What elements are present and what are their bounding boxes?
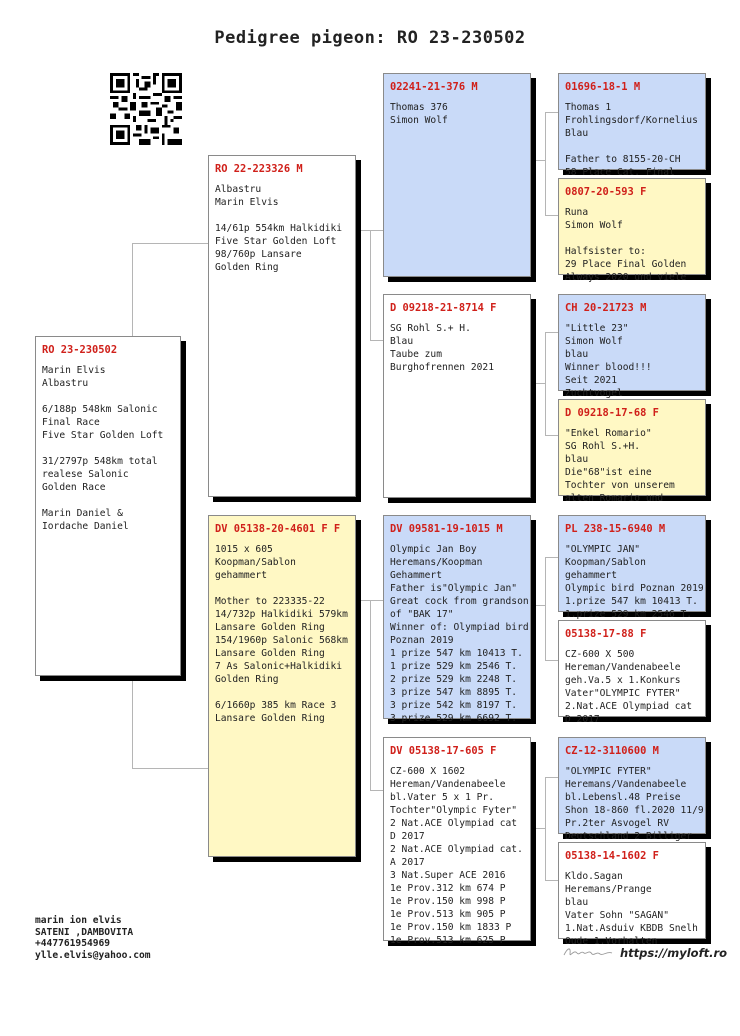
pedigree-line: Marin Elvis <box>42 365 106 376</box>
pedigree-line <box>565 140 699 153</box>
pedigree-line: "Little 23" <box>565 323 629 334</box>
pedigree-line: blau <box>565 454 589 465</box>
connector-line <box>545 215 559 216</box>
pedigree-line: 2 Nat.ACE Olympiad cat <box>390 818 518 829</box>
connector-line <box>545 332 559 333</box>
pedigree-line: 154/1960p Salonic 568km <box>215 635 348 646</box>
pedigree-line: Vater"OLYMPIC FYTER" <box>565 688 681 699</box>
pedigree-line: Oude 1.Vorhalten <box>565 936 658 947</box>
pedigree-line: 1e Prov.312 km 674 P <box>390 883 506 894</box>
pedigree-line: 14/61p 554km Halkidiki <box>215 223 343 234</box>
pedigree-line: 3 Nat.Super ACE 2016 <box>390 870 506 881</box>
pedigree-line: 3 prize 542 km 8197 T. <box>390 700 518 711</box>
pedigree-line: 1.prize 547 km 10413 T. <box>565 596 698 607</box>
pedigree-line: Golden Ring <box>215 262 279 273</box>
owner-location: SATENI ,DAMBOVITA <box>35 926 134 938</box>
pedigree-line: 2 Nat.ACE Olympiad cat. <box>390 844 523 855</box>
pedigree-line: 1e Prov.513 km 905 P <box>390 909 506 920</box>
connector-line <box>545 557 559 558</box>
pedigree-line: Taube zum <box>390 349 442 360</box>
ring-number: RO 23-230502 <box>42 344 118 356</box>
pedigree-line: 1 prize 547 km 10413 T. <box>390 648 523 659</box>
pedigree-line: Seit 2021 <box>565 375 617 386</box>
pedigree-line: "OLYMPIC JAN" <box>565 544 641 555</box>
pedigree-line: Mother to 223335-22 <box>215 596 325 607</box>
pedigree-line: CZ-600 X 500 <box>565 649 635 660</box>
connector-line <box>356 230 384 231</box>
pedigree-line: Lansare Golden Ring <box>215 713 325 724</box>
connector-line <box>370 600 371 790</box>
pedigree-line: 1e Prov.150 km 1833 P <box>390 922 512 933</box>
pedigree-line: CZ-600 X 1602 <box>390 766 466 777</box>
ring-number: PL 238-15-6940 M <box>565 523 666 535</box>
connector-line <box>545 880 559 881</box>
pedigree-line: Halfsister to: <box>565 246 646 257</box>
owner-phone: +447761954969 <box>35 938 111 949</box>
connector-line <box>370 790 384 791</box>
pedigree-line: 6/1660p 385 km Race 3 <box>215 700 337 711</box>
pedigree-line: Shon 18-860 fl.2020 11/9 <box>565 805 704 816</box>
pedigree-line <box>42 390 174 403</box>
pedigree-line: Father to 8155-20-CH <box>565 154 681 165</box>
pedigree-line: Golden Race <box>42 482 106 493</box>
pedigree-line: Final Race <box>42 417 100 428</box>
pedigree-line: 7 As Salonic+Halkidiki <box>215 661 343 672</box>
pedigree-line <box>42 494 174 507</box>
pedigree-line: blau <box>565 349 589 360</box>
pedigree-line: bl.Vater 5 x 1 Pr. <box>390 792 494 803</box>
pedigree-line: 31/2797p 548km total <box>42 456 158 467</box>
pedigree-line: SG Rohl S.+ H. <box>390 323 471 334</box>
pedigree-line: D 2017 <box>390 831 425 842</box>
pedigree-line: Vater Sohn "SAGAN" <box>565 910 669 921</box>
pedigree-line: Thomas 376 <box>390 102 448 113</box>
pedigree-line: Gehammert <box>390 570 442 581</box>
pedigree-line: 1e Prov.150 km 998 P <box>390 896 506 907</box>
card-sire-sire <box>383 73 531 277</box>
pedigree-line: blau <box>565 897 589 908</box>
ring-number: 05138-17-88 F <box>565 628 647 640</box>
card-dsd <box>558 620 706 725</box>
pedigree-line: Golden Ring <box>215 674 279 685</box>
card-dam <box>208 515 356 857</box>
card-dds <box>558 737 706 842</box>
pedigree-line: 1015 x 605 <box>215 544 273 555</box>
pedigree-line: Die"68"ist eine <box>565 467 652 478</box>
pedigree-line: Blau <box>390 336 414 347</box>
ring-number: DV 05138-17-605 F <box>390 745 497 757</box>
pedigree-line: A 2017 <box>390 857 425 868</box>
pedigree-line: Pr.2ter Asvogel RV <box>565 818 669 829</box>
connector-line <box>545 112 559 113</box>
page-title: Pedigree pigeon: RO 23-230502 <box>214 28 526 48</box>
pedigree-line: 1.prize 529 km 2546 T. <box>565 609 693 620</box>
ring-number: 01696-18-1 M <box>565 81 641 93</box>
connector-line <box>531 383 545 384</box>
pedigree-line: 3 prize 547 km 8895 T. <box>390 687 518 698</box>
pedigree-line <box>215 209 349 222</box>
card-sds <box>558 294 706 399</box>
pedigree-line: Kldo.Sagan <box>565 871 623 882</box>
pedigree-line: "Enkel Romario" <box>565 428 652 439</box>
pedigree-line: Blau <box>565 128 589 139</box>
pedigree-line: 3 prize 529 km 6692 T. <box>390 713 518 724</box>
ring-number: 02241-21-376 M <box>390 81 478 93</box>
pedigree-line: Lansare Golden Ring <box>215 648 325 659</box>
connector-line <box>531 605 545 606</box>
pedigree-line: Frohlingsdorf/Kornelius <box>565 115 698 126</box>
card-subject <box>35 336 181 676</box>
pedigree-line: Koopman/Sablon <box>215 557 296 568</box>
connector-line <box>545 332 546 435</box>
pedigree-line: Lansare Golden Ring <box>215 622 325 633</box>
pedigree-line: 98/760p Lansare <box>215 249 302 260</box>
pedigree-line: Olympic Jan Boy <box>390 544 477 555</box>
owner-name: marin ion elvis <box>35 915 122 926</box>
pedigree-line: 58 Place Cat. Final <box>565 167 675 178</box>
pedigree-line <box>42 442 174 455</box>
connector-line <box>531 160 545 161</box>
pedigree-line: 14/732p Halkidiki 579km <box>215 609 348 620</box>
signature-icon <box>562 945 614 959</box>
pedigree-line: Simon Wolf <box>565 220 623 231</box>
pedigree-line: Albastru <box>215 184 262 195</box>
pedigree-line: gehammert <box>215 570 267 581</box>
pedigree-line: 1.Nat.Asduiv KBDB Snelh <box>565 923 698 934</box>
pedigree-line: 2 prize 529 km 2248 T. <box>390 674 518 685</box>
pedigree-line: "OLYMPIC FYTER" <box>565 766 652 777</box>
card-ssd <box>558 178 706 283</box>
pedigree-line: realese Salonic <box>42 469 129 480</box>
qr-code-icon <box>110 73 182 145</box>
pedigree-line: Tochter von unserem <box>565 480 675 491</box>
pedigree-line: Poznan 2019 <box>390 635 454 646</box>
pedigree-line: geh.Va.5 x 1.Konkurs <box>565 675 681 686</box>
ring-number: DV 09581-19-1015 M <box>390 523 503 535</box>
ring-number: D 09218-21-8714 F <box>390 302 497 314</box>
pedigree-line: Burghofrennen 2021 <box>390 362 494 373</box>
ring-number: DV 05138-20-4601 F F <box>215 523 341 535</box>
pedigree-line: of "BAK 17" <box>390 609 454 620</box>
pedigree-line: 6/188p 548km Salonic <box>42 404 158 415</box>
card-dss <box>558 515 706 620</box>
ring-number: RO 22-223326 M <box>215 163 303 175</box>
pedigree-line: 29 Place Final Golden <box>565 259 687 270</box>
connector-line <box>545 557 546 660</box>
ring-number: CH 20-21723 M <box>565 302 647 314</box>
pedigree-line: 1e Prov.513 km 625 P <box>390 935 506 946</box>
pedigree-line: D 2017 <box>565 714 600 725</box>
pedigree-line: SG Rohl S.+H. <box>565 441 641 452</box>
connector-line <box>531 828 545 829</box>
connector-line <box>370 340 384 341</box>
pedigree-line: Father is"Olympic Jan" <box>390 583 518 594</box>
pedigree-line: Marin Daniel & <box>42 508 123 519</box>
connector-line <box>132 768 209 769</box>
pedigree-line: Always 2020 und viele <box>565 272 687 283</box>
connector-line <box>370 230 371 340</box>
ring-number: CZ-12-3110600 M <box>565 745 659 757</box>
pedigree-line: Great cock from grandson <box>390 596 529 607</box>
connector-line <box>545 777 546 880</box>
pedigree-line: Deutschland 2 Billiger <box>565 831 693 842</box>
pedigree-line: Runa <box>565 207 589 218</box>
pedigree-line: Heremans/Vandenabeele <box>565 779 687 790</box>
ring-number: 0807-20-593 F <box>565 186 647 198</box>
connector-line <box>545 660 559 661</box>
pedigree-line: Thomas 1 <box>565 102 612 113</box>
pedigree-line: Winner blood!!! <box>565 362 652 373</box>
ring-number: 05138-14-1602 F <box>565 850 659 862</box>
card-sss <box>558 73 706 178</box>
pedigree-line <box>215 686 349 699</box>
pedigree-line: Five Star Golden Loft <box>42 430 164 441</box>
pedigree-line: Koopman/Sablon <box>565 557 646 568</box>
pedigree-line: Marin Elvis <box>215 197 279 208</box>
owner-email: ylle.elvis@yahoo.com <box>35 949 151 961</box>
pedigree-line: Five Star Golden Loft <box>215 236 337 247</box>
pedigree-line: Albastru <box>42 378 89 389</box>
card-sire-dam <box>383 294 531 498</box>
ring-number: D 09218-17-68 F <box>565 407 659 419</box>
pedigree-line: Winner of: Olympiad bird <box>390 622 529 633</box>
card-ddd <box>558 842 706 947</box>
pedigree-line <box>565 232 699 245</box>
card-sdd <box>558 399 706 504</box>
card-dam-dam <box>383 737 531 946</box>
pedigree-line: Hereman/Vandenabeele <box>390 779 506 790</box>
pedigree-line: Iordache Daniel <box>42 521 129 532</box>
pedigree-line: Olympic bird Poznan 2019 <box>565 583 704 594</box>
connector-line <box>545 777 559 778</box>
pedigree-line: Hereman/Vandenabeele <box>565 662 681 673</box>
owner-contact <box>35 915 151 961</box>
connector-line <box>356 600 384 601</box>
pedigree-line: gehammert <box>565 570 617 581</box>
pedigree-line: Tochter"Olympic Fyter" <box>390 805 518 816</box>
pedigree-line: 1 prize 529 km 2546 T. <box>390 661 518 672</box>
pedigree-line: Simon Wolf <box>565 336 623 347</box>
website-link[interactable]: https://myloft.ro <box>620 946 728 960</box>
pedigree-line: Heremans/Prange <box>565 884 652 895</box>
card-dam-sire <box>383 515 531 724</box>
connector-line <box>132 243 209 244</box>
pedigree-line <box>215 582 349 595</box>
card-sire <box>208 155 356 497</box>
pedigree-line: alten Romario und <box>565 493 664 504</box>
connector-line <box>545 112 546 215</box>
connector-line <box>545 435 559 436</box>
pedigree-line: Simon Wolf <box>390 115 448 126</box>
pedigree-line: Heremans/Koopman <box>390 557 483 568</box>
pedigree-line: 2.Nat.ACE Olympiad cat <box>565 701 693 712</box>
pedigree-line: Zuchtvogel <box>565 388 623 399</box>
pedigree-line: bl.Lebensl.48 Preise <box>565 792 681 803</box>
